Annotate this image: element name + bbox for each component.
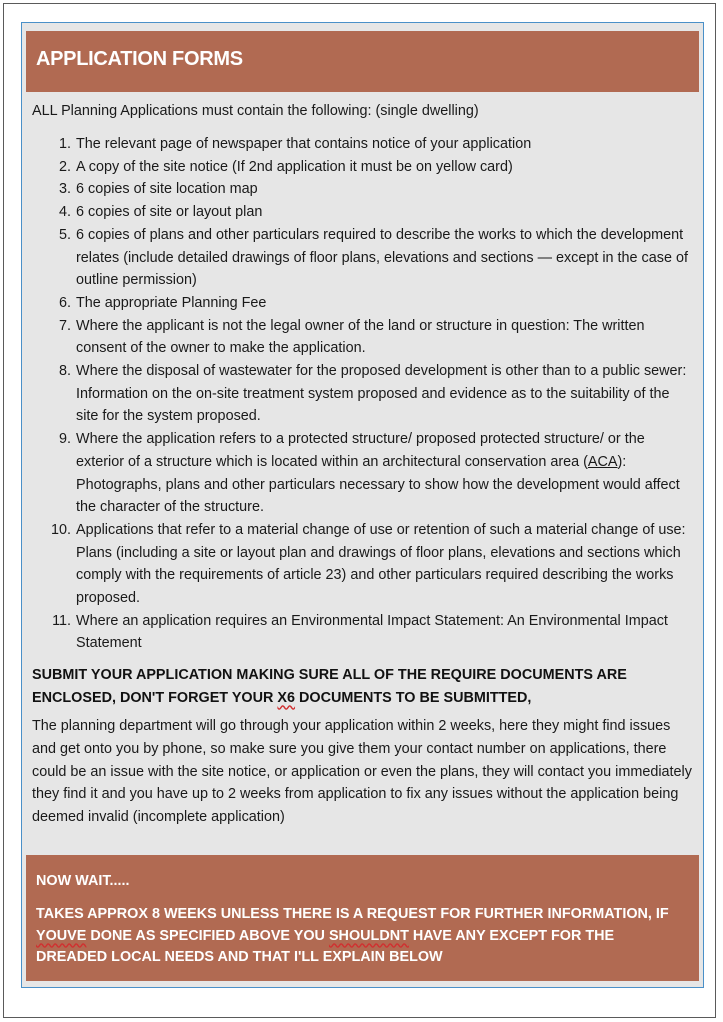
wait-banner: [26, 855, 699, 981]
document-card: [21, 22, 704, 988]
page-title: APPLICATION FORMS: [36, 48, 243, 70]
wait-heading: NOW WAIT.....: [36, 873, 130, 889]
list-item-text: ): Photographs, plans and other particulars necessary to show how the development would affect the character of the structure.: [76, 453, 680, 516]
process-description: The planning department will go through your application within 2 weeks, here they might find issues and get onto you by phone, so make sure you give them your contact number on applications, there could be an issue with the site notice, or application or even the plans, they will contact you immediately they find it and you have up to 2 weeks from application to fix any issues without the application being deemed invalid (incomplete application): [32, 718, 692, 826]
intro-text: ALL Planning Applications must contain the following: (single dwelling): [32, 103, 479, 119]
wait-text: HAVE ANY EXCEPT FOR THE DREADED LOCAL NEEDS AND THAT I'LL EXPLAIN BELOW: [36, 927, 615, 965]
list-item: 8. Where the disposal of wastewater for the proposed development is other than to a public sewer: Information on the on-site treatment system proposed and evidence as to the suitability of the site for the system proposed.: [75, 360, 692, 428]
list-item-text: Where the application refers to a protected structure/ proposed protected structure/ or the exterior of a structure which is located within an architectural conservation area (: [76, 431, 645, 470]
list-item: 1. The relevant page of newspaper that contains notice of your application: [75, 133, 692, 156]
wait-text-misspelled: YOUVE: [36, 927, 87, 944]
wait-text: TAKES APPROX 8 WEEKS UNLESS THERE IS A REQUEST FOR FURTHER INFORMATION, IF: [36, 906, 669, 922]
submit-note-highlight: X6: [277, 689, 296, 706]
list-item: 4. 6 copies of site or layout plan: [75, 201, 692, 224]
submit-note-text: SUBMIT YOUR APPLICATION MAKING SURE ALL OF THE REQUIRE DOCUMENTS ARE ENCLOSED, DON'T FORGET YOUR: [32, 667, 627, 706]
wait-text-misspelled: SHOULDNT: [328, 927, 409, 944]
list-item: 2. A copy of the site notice (If 2nd application it must be on yellow card): [75, 156, 692, 179]
submit-note-text: DOCUMENTS TO BE SUBMITTED,: [295, 689, 532, 706]
list-item: 10. Applications that refer to a material change of use or retention of such a material change of use: Plans (including a site or layout plan and drawings of floor plans, elevations and sections which comply with the requirements of article 23) and other particulars required describing the works proposed.: [75, 519, 692, 610]
list-item: [75, 428, 692, 519]
aca-acronym: ACA: [587, 453, 618, 470]
wait-text: DONE AS SPECIFIED ABOVE YOU: [86, 927, 329, 944]
list-item: 11. Where an application requires an Environmental Impact Statement: An Environmental Impact Statement: [75, 610, 692, 655]
wait-details: [36, 904, 686, 969]
list-item: 5. 6 copies of plans and other particulars required to describe the works to which the development relates (include detailed drawings of floor plans, elevations and sections — except in the case of outline permission): [75, 224, 692, 292]
requirements-list: [32, 133, 692, 655]
list-item: 3. 6 copies of site location map: [75, 178, 692, 201]
submit-note: [32, 664, 692, 709]
title-banner: [26, 31, 699, 92]
list-item: 6. The appropriate Planning Fee: [75, 292, 692, 315]
list-item: 7. Where the applicant is not the legal owner of the land or structure in question: The written consent of the owner to make the application.: [75, 315, 692, 360]
